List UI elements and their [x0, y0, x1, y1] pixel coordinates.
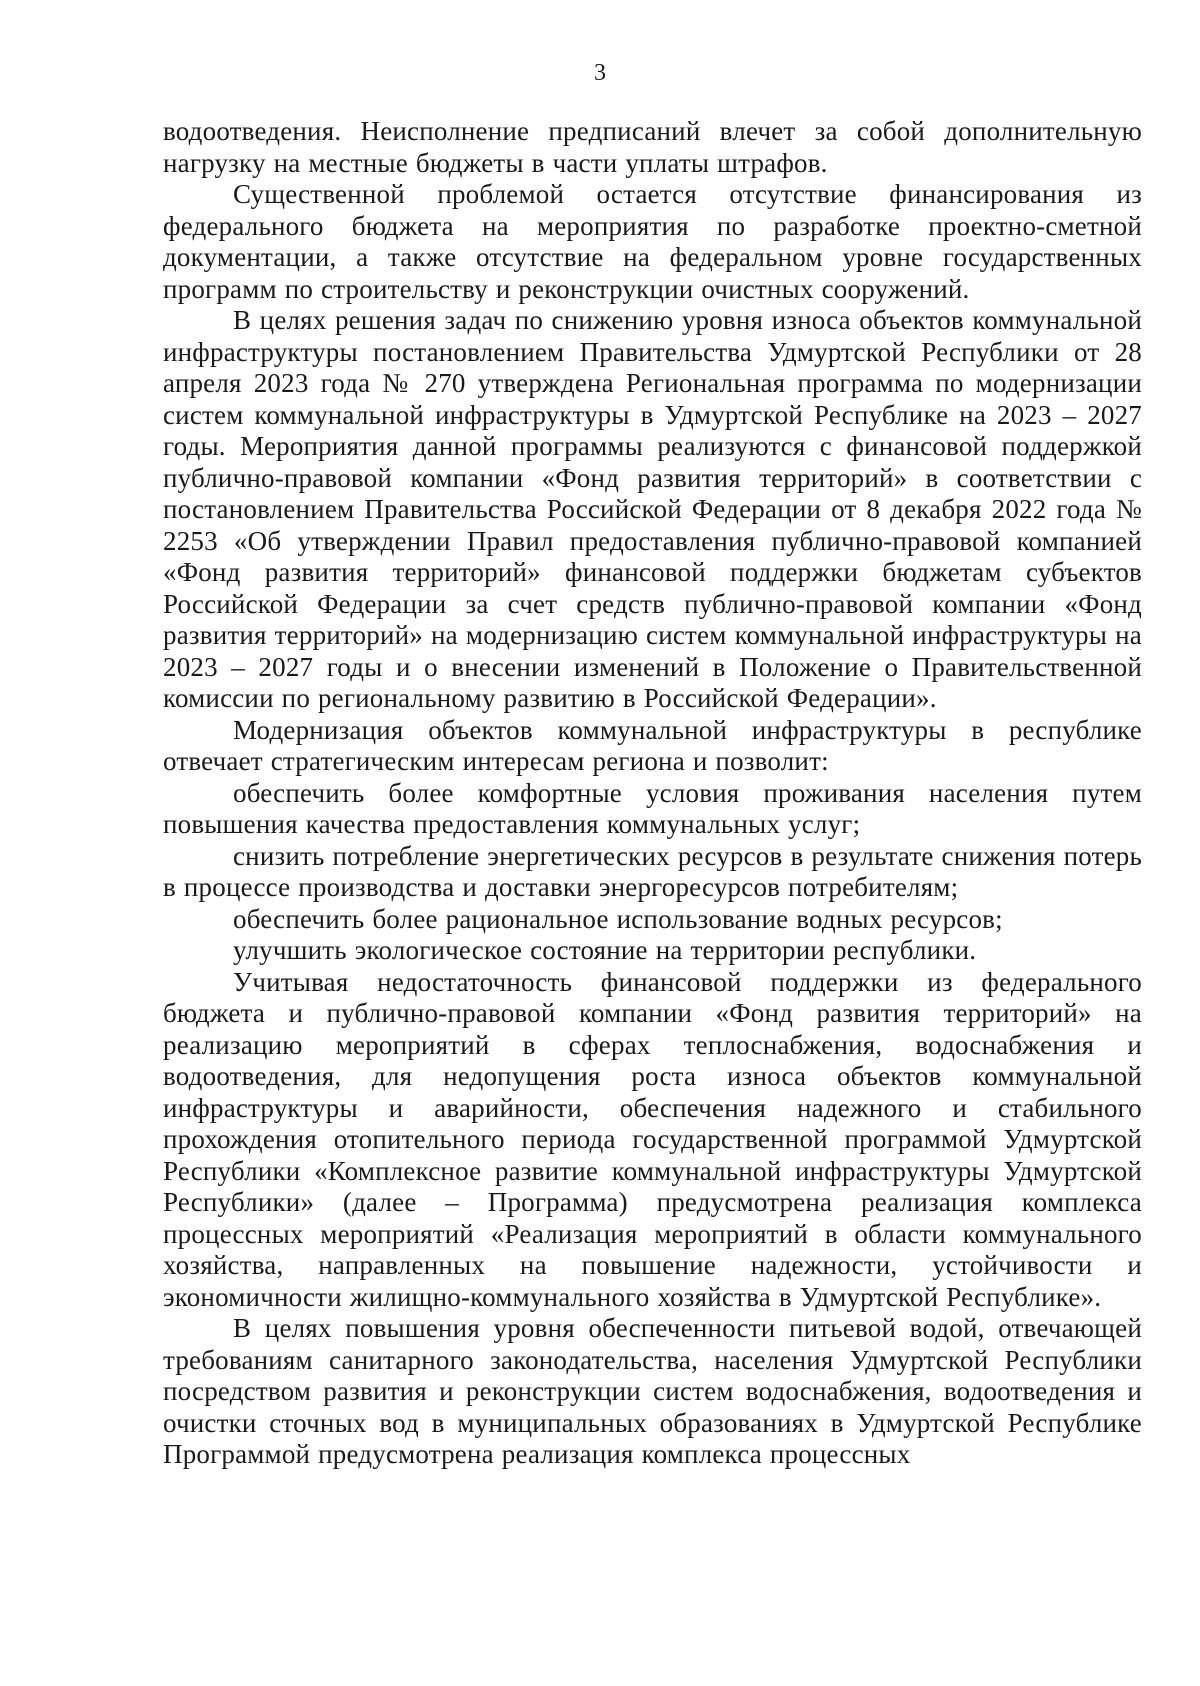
list-item-paragraph: улучшить экологическое состояние на территории республики.: [233, 935, 977, 965]
document-body: [163, 116, 1142, 1471]
page-number: 3: [594, 60, 606, 86]
paragraph: Существенной проблемой остается отсутствие финансирования из федерального бюджета на мероприятия по разработке проектно-сметной документации, а также отсутствие на федеральном уровне государственных программ по строительству и реконструкции очистных сооружений.: [163, 179, 1142, 304]
list-item-paragraph: обеспечить более рациональное использование водных ресурсов;: [233, 903, 1003, 934]
list-item-paragraph: обеспечить более комфортные условия проживания населения путем повышения качества предоставления коммунальных услуг;: [163, 777, 1142, 839]
paragraph: Учитывая недостаточность финансовой поддержки из федерального бюджета и публично-правовой компании «Фонд развития территорий» на реализацию мероприятий в сферах теплоснабжения, водоснабжения и водоотведения, для недопущения роста износа объектов коммунальной инфраструктуры и аварийности, обеспечения надежного и стабильного прохождения отопительного периода государственной программой Удмуртской Республики «Комплексное развитие коммунальной инфраструктуры Удмуртской Республики» (далее – Программа) предусмотрена реализация комплекса процессных мероприятий «Реализация мероприятий в области коммунального хозяйства, направленных на повышение надежности, устойчивости и экономичности жилищно-коммунального хозяйства в Удмуртской Республике».: [163, 966, 1142, 1312]
list-item-paragraph: снизить потребление энергетических ресурсов в результате снижения потерь в процессе производства и доставки энергоресурсов потребителям;: [163, 840, 1142, 902]
paragraph: В целях повышения уровня обеспеченности питьевой водой, отвечающей требованиям санитарного законодательства, населения Удмуртской Республики посредством развития и реконструкции систем водоснабжения, водоотведения и очистки сточных вод в муниципальных образованиях в Удмуртской Республике Программой предусмотрена реализация комплекса процессных: [163, 1313, 1142, 1469]
paragraph-continuation: водоотведения. Неисполнение предписаний влечет за собой дополнительную нагрузку на местные бюджеты в части уплаты штрафов.: [163, 116, 1142, 178]
paragraph: Модернизация объектов коммунальной инфраструктуры в республике отвечает стратегическим интересам региона и позволит:: [163, 714, 1142, 776]
paragraph: В целях решения задач по снижению уровня износа объектов коммунальной инфраструктуры постановлением Правительства Удмуртской Республики от 28 апреля 2023 года № 270 утверждена Региональная программа по модернизации систем коммунальной инфраструктуры в Удмуртской Республике на 2023 – 2027 годы. Мероприятия данной программы реализуются с финансовой поддержкой публично-правовой компании «Фонд развития территорий» в соответствии с постановлением Правительства Российской Федерации от 8 декабря 2022 года № 2253 «Об утверждении Правил предоставления публично-правовой компанией «Фонд развития территорий» финансовой поддержки бюджетам субъектов Российской Федерации за счет средств публично-правовой компании «Фонд развития территорий» на модернизацию систем коммунальной инфраструктуры на 2023 – 2027 годы и о внесении изменений в Положение о Правительственной комиссии по региональному развитию в Российской Федерации».: [163, 305, 1142, 713]
